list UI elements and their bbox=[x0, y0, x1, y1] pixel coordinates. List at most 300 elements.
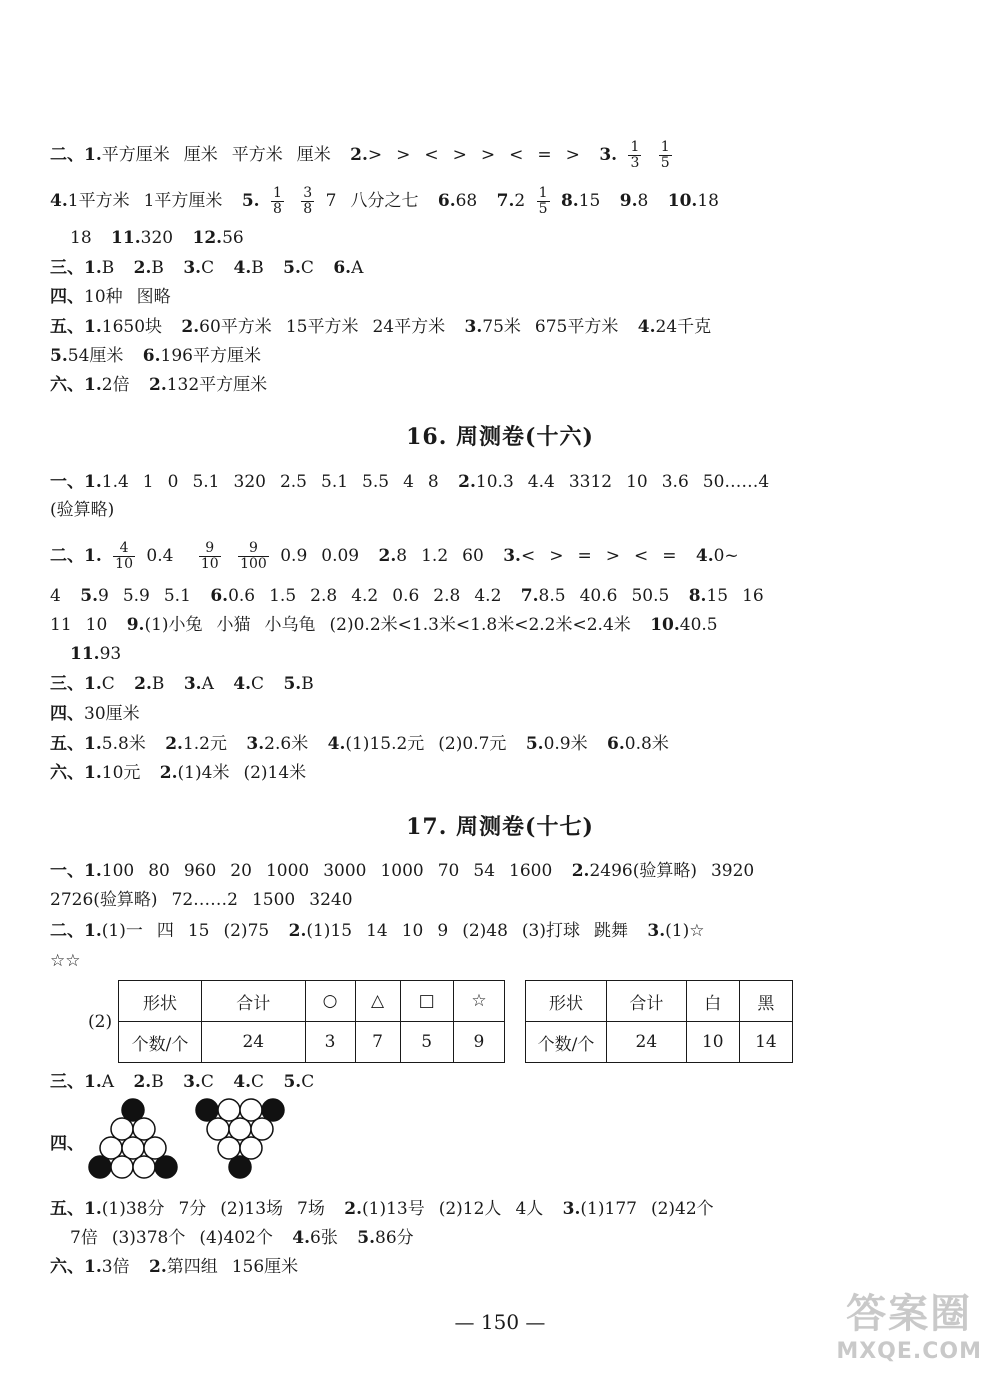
q-label: 5. bbox=[283, 258, 301, 278]
answer-text: 5 bbox=[660, 155, 670, 171]
table-cell: 形状 bbox=[526, 981, 607, 1022]
answer-text: (4)402个 bbox=[199, 1228, 273, 1248]
answer-text: < bbox=[633, 546, 649, 566]
answer-text: 16 bbox=[742, 586, 764, 606]
answer-text: 1650块 bbox=[101, 317, 163, 337]
answer-text: 1.2元 bbox=[182, 734, 227, 754]
answer-text: 156厘米 bbox=[231, 1257, 299, 1277]
s15-line5 bbox=[50, 286, 171, 308]
answer-text: B bbox=[251, 258, 264, 278]
q-label: 3. bbox=[183, 1072, 201, 1092]
q-label: 2. bbox=[288, 921, 307, 941]
q-label: 2. bbox=[571, 861, 590, 881]
answer-text: 1 bbox=[272, 185, 282, 201]
shape-count-table bbox=[118, 980, 505, 1063]
q-label: 5. bbox=[241, 191, 260, 211]
q-label: 3. bbox=[464, 317, 483, 337]
q-label: 8. bbox=[560, 191, 579, 211]
answer-text: 4 bbox=[119, 540, 129, 556]
answer-text: 50.5 bbox=[631, 586, 670, 606]
q-label: 2. bbox=[159, 763, 178, 783]
fraction bbox=[238, 541, 269, 572]
answer-text: 0.9 bbox=[280, 546, 308, 566]
answer-text: 60 bbox=[462, 546, 484, 566]
answer-text: (1)13号 bbox=[362, 1199, 425, 1219]
answer-text: (1)38分 bbox=[101, 1199, 165, 1219]
answer: 68 bbox=[455, 191, 478, 211]
q-label: 三、1. bbox=[50, 674, 102, 694]
answer-text: 10 bbox=[626, 472, 648, 492]
q-label: 3. bbox=[183, 674, 202, 694]
answer-text: = bbox=[662, 546, 677, 566]
s15-line7 bbox=[50, 345, 261, 367]
q-label: 4. bbox=[233, 674, 252, 694]
answer-text: 100 bbox=[240, 556, 267, 572]
answer-text: 8.5 bbox=[538, 586, 566, 606]
answer-text: 15平方米 bbox=[285, 317, 359, 337]
answer-text: 第四组 bbox=[166, 1257, 218, 1277]
answer: 15 bbox=[578, 191, 601, 211]
q-label: 六、1. bbox=[50, 763, 102, 783]
answer-text: (1)15 bbox=[306, 921, 353, 941]
answer-text: 93 bbox=[99, 644, 122, 664]
answer-text: (1)☆ bbox=[665, 921, 705, 941]
answer-text: 70 bbox=[437, 861, 460, 881]
q-label: 11. bbox=[111, 228, 141, 248]
answer-text: C bbox=[300, 258, 314, 278]
answer-text: 0.09 bbox=[321, 546, 360, 566]
s17-line1 bbox=[50, 860, 754, 882]
answer-text: 4.2 bbox=[351, 586, 379, 606]
s15-line2 bbox=[50, 186, 719, 217]
answer: 18 bbox=[70, 228, 92, 248]
answer-text: 80 bbox=[148, 861, 170, 881]
s16-line8 bbox=[50, 703, 140, 725]
table-cell: 7 bbox=[355, 1022, 400, 1063]
answer: < bbox=[424, 145, 439, 165]
q-label: 4. bbox=[695, 546, 714, 566]
triangle-figure-down bbox=[196, 1099, 284, 1178]
circle-arrangement-figures bbox=[85, 1098, 295, 1188]
answer-text: A bbox=[351, 258, 364, 278]
answer-text: > bbox=[549, 546, 564, 566]
table-cell: 形状 bbox=[119, 981, 202, 1022]
answer: = bbox=[537, 145, 552, 165]
answer-text: B bbox=[301, 674, 314, 694]
q-label: 10. bbox=[667, 191, 698, 211]
q-label: 4. bbox=[233, 1072, 252, 1092]
q-label: 四、 bbox=[50, 1134, 84, 1154]
table-cell: 合计 bbox=[202, 981, 306, 1022]
answer-text: (2)0.7元 bbox=[438, 734, 507, 754]
q-label: 五、1. bbox=[50, 734, 102, 754]
s15-line4 bbox=[50, 257, 363, 279]
answer-text: 0.9米 bbox=[543, 734, 588, 754]
q-label: 一、1. bbox=[50, 472, 102, 492]
answer-text: 5.1 bbox=[192, 472, 220, 492]
fraction bbox=[271, 186, 284, 217]
answer-text: 132平方厘米 bbox=[166, 375, 268, 395]
s16-line7 bbox=[50, 673, 314, 695]
answer-text: 0.4 bbox=[146, 546, 174, 566]
answer-text: 11 bbox=[50, 615, 72, 635]
answer-text: 7倍 bbox=[70, 1228, 98, 1248]
fraction bbox=[628, 140, 641, 171]
answer-text: 9 bbox=[437, 921, 449, 941]
answer-text: (2)13场 bbox=[220, 1199, 284, 1219]
answer-text: 1000 bbox=[265, 861, 310, 881]
table-cell: 10 bbox=[686, 1022, 739, 1063]
answer-text: 1.2 bbox=[421, 546, 449, 566]
q-label: 2. bbox=[133, 258, 152, 278]
q-label: 2. bbox=[134, 674, 152, 694]
table-cell: 14 bbox=[739, 1022, 792, 1063]
color-count-table bbox=[525, 980, 793, 1063]
answer-text: 0.6 bbox=[228, 586, 256, 606]
q-label: 7. bbox=[496, 191, 515, 211]
answer-text: 0.6 bbox=[392, 586, 420, 606]
answer-text: A bbox=[201, 674, 214, 694]
table-cell: 合计 bbox=[607, 981, 687, 1022]
answer-text: 3312 bbox=[568, 472, 613, 492]
answer-text: (1)小兔 bbox=[144, 615, 203, 635]
answer: 7 bbox=[325, 191, 337, 211]
answer-text: (2)42个 bbox=[650, 1199, 714, 1219]
answer-text: 图略 bbox=[136, 287, 171, 307]
answer-text: (1)4米 bbox=[177, 763, 230, 783]
q-label: 四、 bbox=[50, 287, 84, 307]
table-header-row bbox=[119, 981, 505, 1022]
answer-text: 8 bbox=[272, 201, 282, 217]
table-cell: 24 bbox=[202, 1022, 306, 1063]
q-label: 5. bbox=[283, 674, 302, 694]
answer-text: 196平方厘米 bbox=[160, 346, 261, 366]
table-cell: 5 bbox=[400, 1022, 453, 1063]
q-label: 2. bbox=[148, 375, 167, 395]
table-cell: 9 bbox=[453, 1022, 504, 1063]
answer-text: 小猫 bbox=[216, 615, 251, 635]
answer-text: (1)一 bbox=[101, 921, 143, 941]
q-label: 10. bbox=[650, 615, 680, 635]
answer-text: 4 bbox=[50, 586, 61, 606]
answer-text: (2)48 bbox=[462, 921, 508, 941]
fraction bbox=[301, 186, 314, 217]
watermark-logo-text: 答案圈 bbox=[846, 1291, 973, 1337]
q-label: 6. bbox=[210, 586, 229, 606]
s17-line6 bbox=[50, 1133, 84, 1155]
answer-text: 10 bbox=[85, 615, 108, 635]
answer-text: 1 bbox=[538, 185, 548, 201]
answer-text: 5.5 bbox=[362, 472, 390, 492]
answer-text: 75米 bbox=[482, 317, 521, 337]
q-label: 3. bbox=[503, 546, 521, 566]
q-label: 9. bbox=[126, 615, 145, 635]
table-cell: 个数/个 bbox=[119, 1022, 202, 1063]
answer-text: 跳舞 bbox=[594, 921, 628, 941]
s16-line3 bbox=[50, 541, 739, 572]
answer-text: 30厘米 bbox=[84, 704, 140, 724]
answer-text: 1600 bbox=[509, 861, 553, 881]
answer-text: 9 bbox=[248, 540, 258, 556]
s16-line6 bbox=[70, 643, 121, 665]
q-label: 5. bbox=[525, 734, 544, 754]
answer-text: (3)378个 bbox=[111, 1228, 186, 1248]
answer-text: (验算略) bbox=[50, 500, 115, 520]
answer-text: 4人 bbox=[515, 1199, 544, 1219]
q-label: 3. bbox=[246, 734, 265, 754]
q-label: 六、1. bbox=[50, 1257, 102, 1277]
s15-line3 bbox=[70, 227, 244, 249]
answer: 平方米 bbox=[231, 145, 283, 165]
answer: 平方厘米 bbox=[101, 145, 170, 165]
answer: 1平方米 bbox=[67, 191, 130, 211]
answer-text: (1)15.2元 bbox=[345, 734, 425, 754]
s17-line3 bbox=[50, 920, 704, 942]
answer-text: B bbox=[151, 1072, 164, 1092]
q-label: 4. bbox=[50, 191, 68, 211]
answer-text: ☆☆ bbox=[50, 951, 81, 971]
answer: 八分之七 bbox=[350, 191, 419, 211]
q-label: 5. bbox=[283, 1072, 302, 1092]
answer-text: 100 bbox=[101, 861, 135, 881]
answer-text: 8 bbox=[396, 546, 408, 566]
s17-line9 bbox=[50, 1256, 298, 1278]
s15-line1 bbox=[50, 140, 678, 171]
answer-text: 3倍 bbox=[101, 1257, 130, 1277]
fraction bbox=[113, 541, 135, 572]
q-label: 二、1. bbox=[50, 145, 102, 165]
answer-text: 5.8米 bbox=[101, 734, 146, 754]
q-label: 3. bbox=[647, 921, 666, 941]
answer-text: 9 bbox=[97, 586, 109, 606]
answer: > bbox=[452, 145, 467, 165]
answer-text: 9 bbox=[205, 540, 215, 556]
answer-text: 40.6 bbox=[579, 586, 618, 606]
answer-text: 2.8 bbox=[310, 586, 338, 606]
q-label: 5. bbox=[50, 346, 68, 366]
answer: 厘米 bbox=[296, 145, 331, 165]
answer-text: 20 bbox=[230, 861, 252, 881]
s16-line4 bbox=[50, 585, 764, 607]
table-cell: ☆ bbox=[453, 981, 504, 1022]
answer-text: 10 bbox=[115, 556, 133, 572]
answer: 18 bbox=[697, 191, 719, 211]
answer-text: 24平方米 bbox=[372, 317, 446, 337]
q-label: 4. bbox=[637, 317, 656, 337]
fraction bbox=[537, 186, 550, 217]
q-label: 2. bbox=[344, 1199, 362, 1219]
answer-text: 8 bbox=[427, 472, 439, 492]
answer-text: 4.4 bbox=[527, 472, 555, 492]
answer-text: B bbox=[151, 674, 165, 694]
answer-text: (2)12人 bbox=[438, 1199, 502, 1219]
table-row bbox=[526, 1022, 793, 1063]
answer-text: 1 bbox=[142, 472, 154, 492]
answer: 1平方厘米 bbox=[143, 191, 223, 211]
answer-text: (2)0.2米<1.3米<1.8米<2.2米<2.4米 bbox=[329, 615, 631, 635]
answer-text: 3920 bbox=[710, 861, 755, 881]
answer: 320 bbox=[140, 228, 174, 248]
answer-text: B bbox=[151, 258, 164, 278]
q-label: 二、1. bbox=[50, 546, 102, 566]
fraction bbox=[199, 541, 221, 572]
q-label: 六、1. bbox=[50, 375, 102, 395]
answer-text: 10 bbox=[200, 556, 219, 572]
section-title-17: 17. 周测卷(十七) bbox=[406, 814, 594, 840]
s15-line8 bbox=[50, 374, 267, 396]
s16-line10 bbox=[50, 762, 306, 784]
q-label: 2. bbox=[148, 1257, 167, 1277]
answer-text: 3 bbox=[303, 185, 313, 201]
q-label: 5. bbox=[357, 1228, 376, 1248]
answer-text: 86分 bbox=[375, 1228, 414, 1248]
answer-text: C bbox=[251, 674, 265, 694]
s16-line1 bbox=[50, 471, 769, 493]
table-cell: ○ bbox=[305, 981, 355, 1022]
answer-text: 5.9 bbox=[122, 586, 150, 606]
watermark-url: MXQE.COM bbox=[836, 1339, 982, 1364]
answer-text: 0.8米 bbox=[624, 734, 669, 754]
answer-text: 3 bbox=[630, 155, 640, 171]
table-header-row bbox=[526, 981, 793, 1022]
q-label: 3. bbox=[599, 145, 618, 165]
fraction bbox=[659, 140, 672, 171]
answer-text: 2倍 bbox=[101, 375, 130, 395]
answer-text: 320 bbox=[233, 472, 266, 492]
q-label: 8. bbox=[688, 586, 707, 606]
answer-text: 1000 bbox=[380, 861, 424, 881]
answer-text: 5.1 bbox=[321, 472, 349, 492]
q-label: 6. bbox=[142, 346, 161, 366]
answer-text: 1 bbox=[630, 139, 640, 155]
answer-text: 7分 bbox=[178, 1199, 207, 1219]
q-label: 12. bbox=[192, 228, 223, 248]
q-label: 3. bbox=[183, 258, 202, 278]
table-cell: 黑 bbox=[739, 981, 792, 1022]
answer-text: 2726(验算略) bbox=[50, 890, 158, 910]
s16-line2 bbox=[50, 499, 114, 521]
answer-text: 5.1 bbox=[163, 586, 191, 606]
section-title-16: 16. 周测卷(十六) bbox=[406, 424, 594, 450]
q-label: 2. bbox=[378, 546, 397, 566]
answer-text: 10 bbox=[401, 921, 424, 941]
triangle-figure-up bbox=[89, 1099, 177, 1178]
answer-text: 675平方米 bbox=[534, 317, 619, 337]
answer-text: 24千克 bbox=[655, 317, 712, 337]
q-label: 三、1. bbox=[50, 258, 102, 278]
answer-text: C bbox=[301, 1072, 315, 1092]
answer-text: 7场 bbox=[297, 1199, 325, 1219]
answer-text: 14 bbox=[366, 921, 388, 941]
answer-text: 40.5 bbox=[679, 615, 718, 635]
q-label: 4. bbox=[233, 258, 252, 278]
answer-text: (3)打球 bbox=[521, 921, 580, 941]
answer: 8 bbox=[637, 191, 649, 211]
page-number: — 150 — bbox=[454, 1310, 546, 1334]
answer-text: 2.6米 bbox=[264, 734, 309, 754]
answer-text: 72……2 bbox=[171, 890, 238, 910]
q-label: 4. bbox=[292, 1228, 311, 1248]
answer-text: 960 bbox=[183, 861, 217, 881]
s17-line5 bbox=[50, 1071, 314, 1093]
answer-text: 8 bbox=[303, 201, 313, 217]
q-label: 三、1. bbox=[50, 1072, 102, 1092]
answer-text: 3000 bbox=[323, 861, 367, 881]
answer-text: < bbox=[520, 546, 536, 566]
q-label: 6. bbox=[437, 191, 456, 211]
answer-text: 3.6 bbox=[661, 472, 689, 492]
s16-line9 bbox=[50, 733, 669, 755]
q-label: 6. bbox=[333, 258, 352, 278]
s17-line8 bbox=[70, 1227, 414, 1249]
answer-text: 3240 bbox=[309, 890, 353, 910]
table-cell: △ bbox=[355, 981, 400, 1022]
answer-text: 0~ bbox=[713, 546, 739, 566]
q-label: 2. bbox=[165, 734, 183, 754]
answer-text: = bbox=[577, 546, 592, 566]
answer: < bbox=[509, 145, 524, 165]
table-cell: 个数/个 bbox=[526, 1022, 607, 1063]
table-cell: 白 bbox=[686, 981, 739, 1022]
table-cell: 24 bbox=[607, 1022, 687, 1063]
q-label: 2. bbox=[458, 472, 476, 492]
answer-text: (2)14米 bbox=[243, 763, 307, 783]
s15-line6 bbox=[50, 316, 711, 338]
s17-line4 bbox=[50, 950, 80, 972]
answer-text: 15 bbox=[706, 586, 729, 606]
table-label: (2) bbox=[88, 1012, 113, 1032]
q-label: 7. bbox=[520, 586, 539, 606]
q-label: 4. bbox=[327, 734, 346, 754]
answer-text: B bbox=[101, 258, 115, 278]
answer-text: > bbox=[605, 546, 620, 566]
q-label: 五、1. bbox=[50, 317, 102, 337]
q-label: 2. bbox=[350, 145, 368, 165]
answer-text: 2.8 bbox=[433, 586, 461, 606]
table-cell: 3 bbox=[305, 1022, 355, 1063]
s16-line5 bbox=[50, 614, 718, 636]
answer-text: 5 bbox=[538, 201, 548, 217]
answer-text: 4.2 bbox=[474, 586, 502, 606]
q-label: 四、 bbox=[50, 704, 84, 724]
answer-text: C bbox=[251, 1072, 265, 1092]
answer-text: 10.3 bbox=[475, 472, 514, 492]
answer-text: 四 bbox=[156, 921, 174, 941]
answer-text: 1.5 bbox=[269, 586, 297, 606]
answer: > bbox=[480, 145, 496, 165]
answer: 56 bbox=[222, 228, 244, 248]
q-label: 一、1. bbox=[50, 861, 102, 881]
answer: > bbox=[396, 145, 411, 165]
answer-text: 小乌龟 bbox=[264, 615, 316, 635]
answer-text: 6张 bbox=[310, 1228, 338, 1248]
answer-text: 50……4 bbox=[702, 472, 770, 492]
q-label: 2. bbox=[181, 317, 200, 337]
q-label: 五、1. bbox=[50, 1199, 102, 1219]
answer-text: C bbox=[200, 1072, 214, 1092]
answer: 厘米 bbox=[183, 145, 218, 165]
answer-text: 1.4 bbox=[101, 472, 129, 492]
answer: > bbox=[367, 145, 383, 165]
s17-line2 bbox=[50, 889, 353, 911]
answer-text: 4 bbox=[403, 472, 414, 492]
answer: 2 bbox=[514, 191, 526, 211]
table-cell: □ bbox=[400, 981, 453, 1022]
answer-text: 0 bbox=[167, 472, 179, 492]
answer-text: (2)75 bbox=[223, 921, 270, 941]
watermark bbox=[836, 1282, 982, 1364]
answer-text: 1 bbox=[660, 139, 670, 155]
